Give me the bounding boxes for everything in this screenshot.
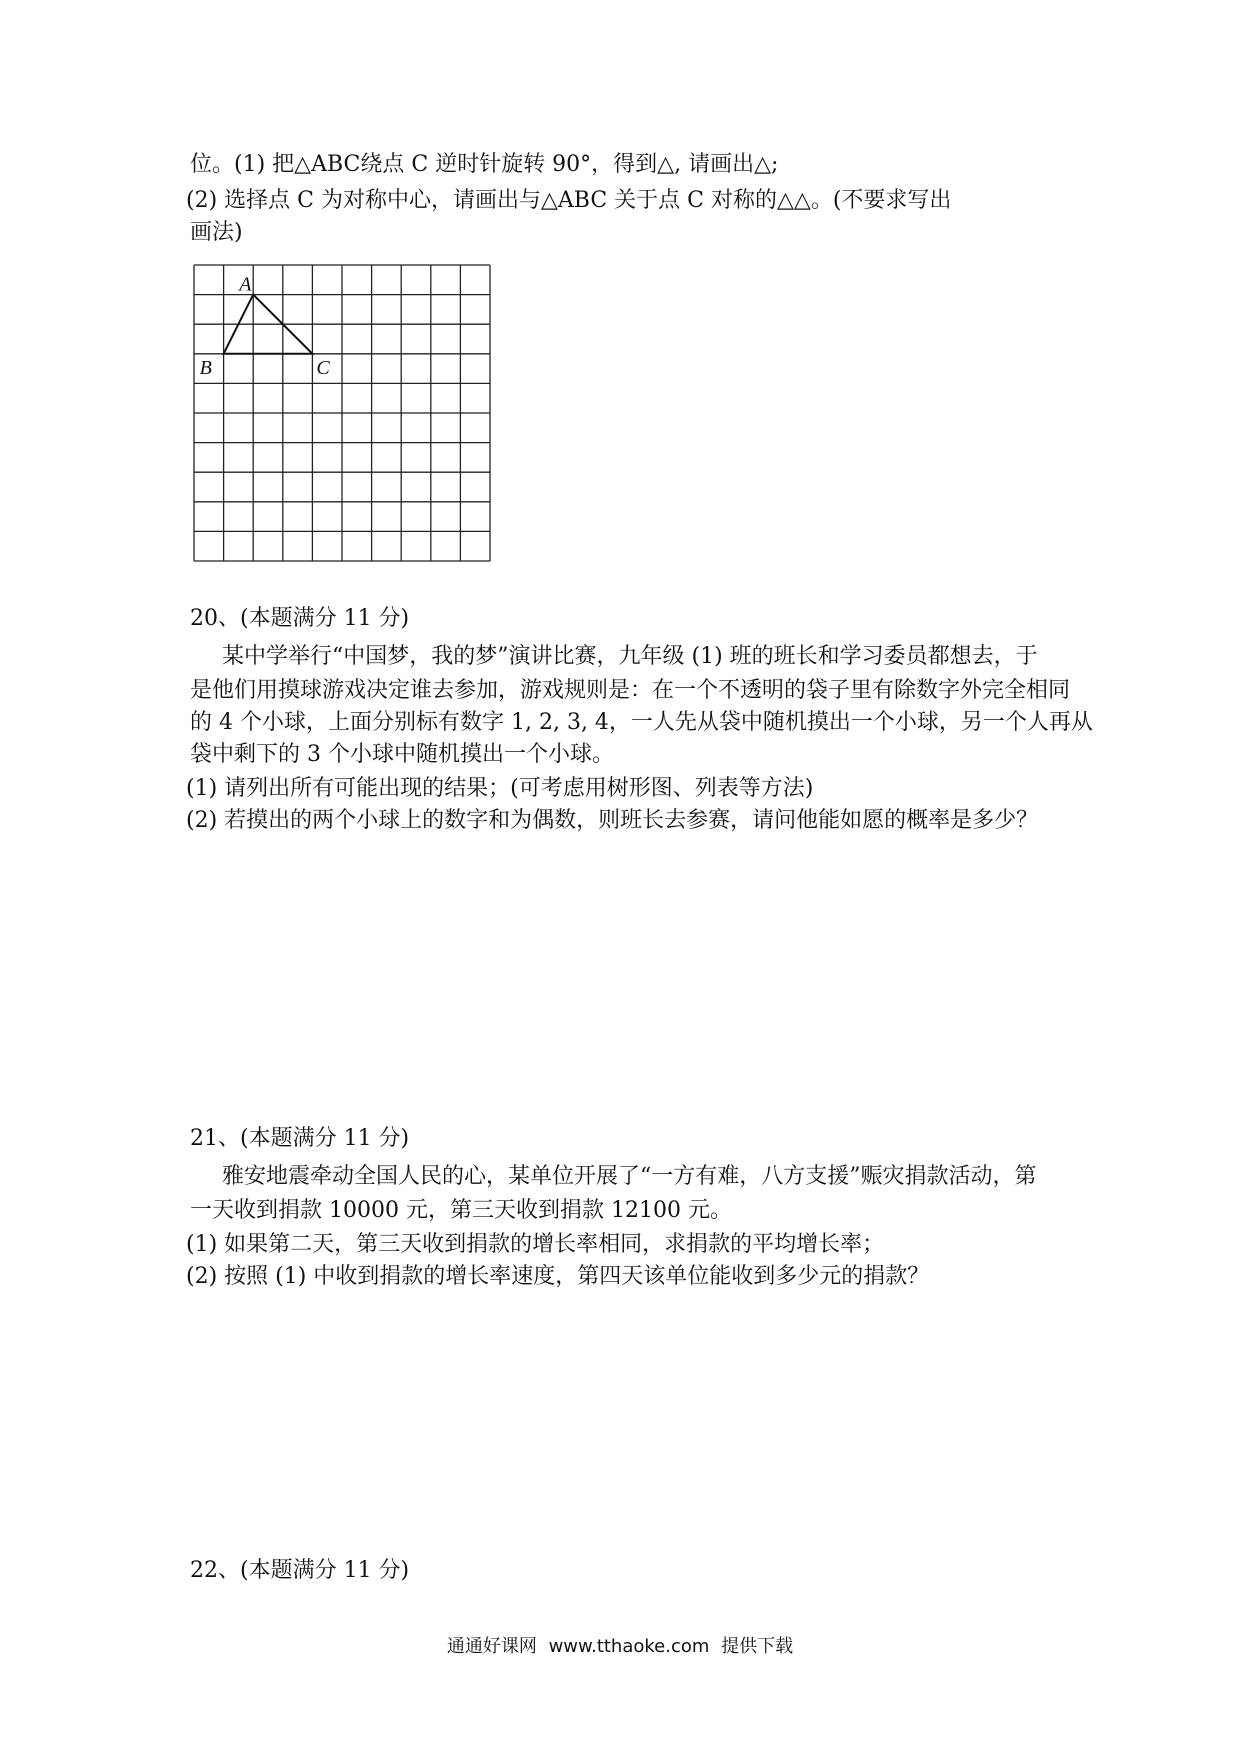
page-footer: [0, 1632, 1240, 1658]
vertex-label-c: C: [316, 356, 330, 379]
vertex-label-a: A: [239, 273, 252, 296]
grid-lines: [194, 265, 490, 561]
footer-suffix: 提供下载: [721, 1636, 794, 1657]
q19-text-line-3: 画法): [190, 220, 243, 245]
q19-grid-figure: [193, 264, 493, 564]
q22-heading: 22、(本题满分 11 分): [190, 1558, 410, 1583]
q21-subquestion-1: (1) 如果第二天，第三天收到捐款的增长率相同，求捐款的平均增长率；: [186, 1232, 885, 1257]
footer-site-name: 通通好课网: [446, 1636, 537, 1657]
q21-paragraph-line-2: 一天收到捐款 10000 元，第三天收到捐款 12100 元。: [190, 1198, 732, 1223]
q20-subquestion-1: (1) 请列出所有可能出现的结果；(可考虑用树形图、列表等方法): [186, 776, 814, 801]
footer-url: www.tthaoke.com: [548, 1636, 710, 1657]
q20-paragraph-line-2: 是他们用摸球游戏决定谁去参加，游戏规则是：在一个不透明的袋子里有除数字外完全相同: [190, 678, 1071, 703]
q20-subquestion-2: (2) 若摸出的两个小球上的数字和为偶数，则班长去参赛，请问他能如愿的概率是多少？: [186, 808, 1039, 833]
q20-paragraph-line-3: 的 4 个小球，上面分别标有数字 1, 2, 3, 4，一人先从袋中随机摸出一个小球，另一个人再从: [190, 710, 1093, 735]
q21-paragraph-line-1: 雅安地震牵动全国人民的心，某单位开展了“一方有难，八方支援”赈灾捐款活动，第: [222, 1164, 1037, 1189]
q20-heading: 20、(本题满分 11 分): [190, 606, 410, 631]
q21-subquestion-2: (2) 按照 (1) 中收到捐款的增长率速度，第四天该单位能收到多少元的捐款？: [186, 1264, 930, 1289]
q19-text-line-2: (2) 选择点 C 为对称中心，请画出与△ABC 关于点 C 对称的△△。(不要求写出: [186, 188, 952, 213]
q21-heading: 21、(本题满分 11 分): [190, 1126, 410, 1151]
q19-text-line-1: 位。(1) 把△ABC绕点 C 逆时针旋转 90°，得到△, 请画出△;: [190, 152, 779, 177]
q20-paragraph-line-1: 某中学举行“中国梦，我的梦”演讲比赛，九年级 (1) 班的班长和学习委员都想去，于: [222, 644, 1038, 669]
vertex-label-b: B: [199, 356, 212, 379]
q20-paragraph-line-4: 袋中剩下的 3 个小球中随机摸出一个小球。: [190, 742, 614, 767]
